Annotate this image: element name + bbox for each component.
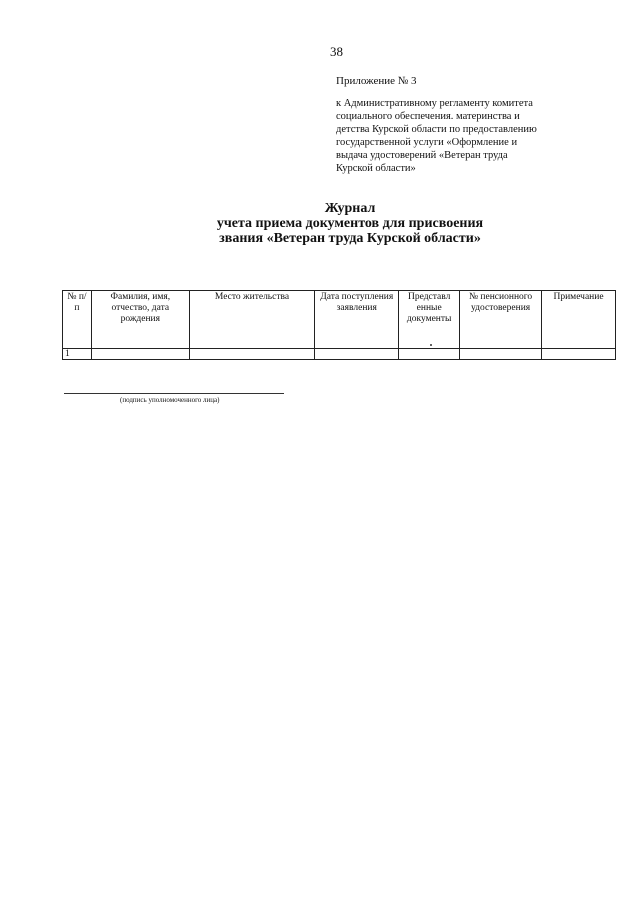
column-header-full-name: Фамилия, имя, отчество, дата рождения	[91, 291, 189, 349]
table-header-row	[63, 291, 616, 349]
table-cell: 1	[63, 349, 92, 360]
signature-caption: (подпись уполномоченного лица)	[120, 396, 220, 404]
column-header-number: № п/п	[63, 291, 92, 349]
appendix-line: к Административному регламенту комитета	[336, 98, 533, 109]
column-header-received-date: Дата поступления заявления	[315, 291, 399, 349]
column-header-pension-certificate: № пенсионного удостоверения	[460, 291, 542, 349]
table-cell	[460, 349, 542, 360]
scan-speck	[430, 344, 432, 346]
table-cell	[91, 349, 189, 360]
column-header-residence: Место жительства	[189, 291, 315, 349]
appendix-line: детства Курской области по предоставлению	[336, 124, 537, 135]
column-header-note: Примечание	[542, 291, 616, 349]
appendix-label: Приложение № 3	[336, 75, 417, 87]
signature-line	[64, 393, 284, 394]
appendix-line: государственной услуги «Оформление и	[336, 137, 518, 148]
appendix-line: Курской области»	[336, 163, 416, 174]
table-cell	[189, 349, 315, 360]
title-line-2: учета приема документов для присвоения	[216, 216, 484, 231]
appendix-text	[336, 97, 576, 175]
title-line-1: Журнал	[324, 201, 376, 216]
appendix-line: социального обеспечения. материнства и	[336, 111, 520, 122]
appendix-line: выдача удостоверений «Ветеран труда	[336, 150, 508, 161]
table-cell	[399, 349, 460, 360]
page-number: 38	[330, 44, 343, 59]
document-title	[0, 201, 640, 246]
title-line-3: звания «Ветеран труда Курской области»	[219, 231, 481, 246]
column-header-submitted-documents: Представл енные документы	[399, 291, 460, 349]
journal-table	[62, 290, 616, 360]
table-cell	[542, 349, 616, 360]
table-cell	[315, 349, 399, 360]
table-row	[63, 349, 616, 360]
